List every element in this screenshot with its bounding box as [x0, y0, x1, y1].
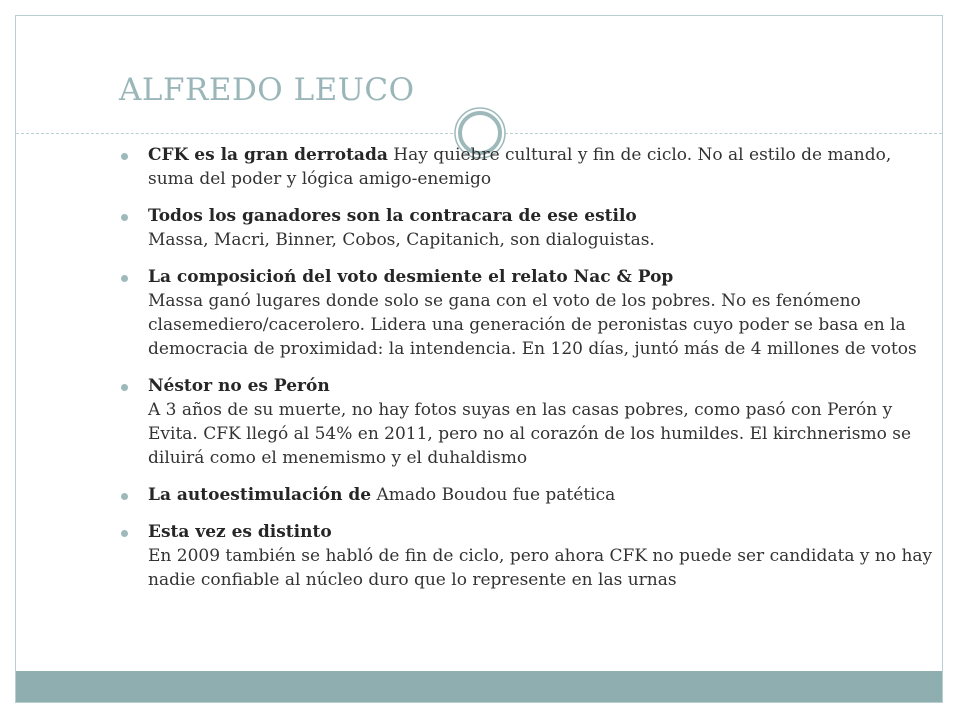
item-heading: Néstor no es Perón [148, 376, 330, 396]
bullet-icon [121, 153, 128, 160]
bullet-icon [121, 493, 128, 500]
item-body: Massa, Macri, Binner, Cobos, Capitanich, son dialoguistas. [148, 230, 655, 250]
footer-band [16, 671, 942, 702]
item-body: Massa ganó lugares donde solo se gana con el voto de los pobres. No es fenómeno clasemediero/cacerolero. Lidera una generación de peronistas cuyo poder se basa en la democracia de proximidad: la intendencia. En 120 días, juntó más de 4 millones de votos [148, 291, 917, 359]
list-item [121, 374, 936, 470]
bullet-icon [121, 384, 128, 391]
item-body: En 2009 también se habló de fin de ciclo, pero ahora CFK no puede ser candidata y no hay nadie confiable al núcleo duro que lo represente en las urnas [148, 546, 933, 590]
list-item [121, 265, 936, 361]
list-item [121, 483, 936, 507]
item-heading: La composicioń del voto desmiente el relato Nac & Pop [148, 267, 674, 287]
list-item [121, 520, 936, 592]
list-item [121, 143, 936, 191]
item-heading: La autoestimulación de [148, 485, 372, 505]
bullet-list [121, 143, 936, 605]
bullet-icon [121, 275, 128, 282]
item-heading: Todos los ganadores son la contracara de ese estilo [148, 206, 637, 226]
item-heading: CFK es la gran derrotada [148, 145, 388, 165]
bullet-icon [121, 214, 128, 221]
slide-title: ALFREDO LEUCO [119, 72, 415, 108]
item-heading: Esta vez es distinto [148, 522, 332, 542]
list-item [121, 204, 936, 252]
item-inline-text: Amado Boudou fue patética [371, 485, 616, 505]
item-inline-text: Hay quiebre cultural y fin de ciclo. No al estilo de mando, suma del poder y lógica amigo-enemigo [148, 145, 892, 189]
bullet-icon [121, 530, 128, 537]
item-body: A 3 años de su muerte, no hay fotos suyas en las casas pobres, como pasó con Perón y Evita. CFK llegó al 54% en 2011, pero no al corazón de los humildes. El kirchnerismo se diluirá como el menemismo y el duhaldismo [148, 400, 912, 468]
